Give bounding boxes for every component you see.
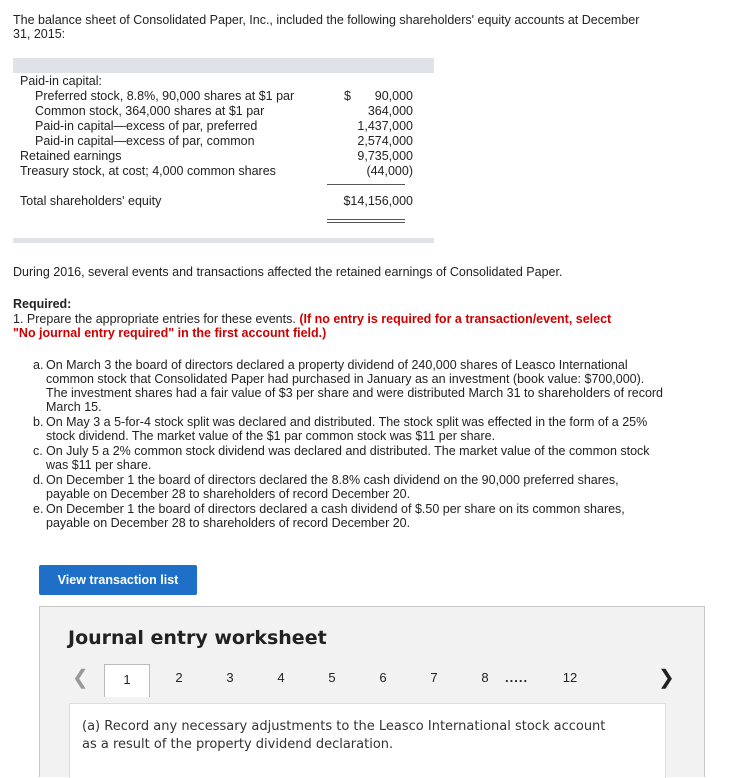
required-note: (If no entry is required for a transaction/event, select "No journal entry required" in the first account field.) xyxy=(13,312,612,340)
row-amount: 1,437,000 xyxy=(357,119,413,133)
item-key: b. xyxy=(33,415,44,429)
item-key: a. xyxy=(33,358,44,372)
row-label: Treasury stock, at cost; 4,000 common shares xyxy=(20,164,276,178)
list-item xyxy=(33,415,663,443)
paid-in-capital-heading: Paid-in capital: xyxy=(20,74,102,88)
row-label: Common stock, 364,000 shares at $1 par xyxy=(35,104,265,118)
page-tab-7[interactable]: 7 xyxy=(430,670,438,685)
item-text: On July 5 a 2% common stock dividend was declared and distributed. The market value of the common stock was $11 per share. xyxy=(46,444,650,472)
row-label: Retained earnings xyxy=(20,149,122,163)
row-amount: 90,000 xyxy=(374,89,413,103)
row-label: Paid-in capital—excess of par, common xyxy=(35,134,255,148)
subtotal-rule xyxy=(327,184,405,185)
dollar-sign: $ xyxy=(344,89,351,103)
balance-sheet-heading-row xyxy=(13,74,434,89)
double-rule-bottom xyxy=(327,222,405,223)
page-tab-8[interactable]: 8 xyxy=(481,670,489,685)
during-text: During 2016, several events and transactions affected the retained earnings of Consolidated Paper. xyxy=(13,265,563,279)
list-item xyxy=(33,473,663,501)
worksheet-panel xyxy=(69,703,666,778)
page-tab-4[interactable]: 4 xyxy=(277,670,285,685)
row-amount: 2,574,000 xyxy=(357,134,413,148)
balance-sheet-header-bar xyxy=(13,58,434,73)
page-tab-5[interactable]: 5 xyxy=(328,670,336,685)
row-amount: 9,735,000 xyxy=(357,149,413,163)
item-text: On December 1 the board of directors declared the 8.8% cash dividend on the 90,000 preferred shares, payable on December 28 to shareholders of record December 20. xyxy=(46,473,619,501)
balance-sheet-row xyxy=(13,119,434,134)
row-amount: (44,000) xyxy=(366,164,413,178)
row-label: Paid-in capital—excess of par, preferred xyxy=(35,119,258,133)
list-item xyxy=(33,358,663,414)
total-label: Total shareholders' equity xyxy=(20,194,162,208)
required-text: Prepare the appropriate entries for these events. xyxy=(26,312,296,326)
balance-sheet-row xyxy=(13,149,434,164)
total-amount: $14,156,000 xyxy=(343,194,413,208)
row-label: Preferred stock, 8.8%, 90,000 shares at $1 par xyxy=(35,89,295,103)
chevron-right-icon[interactable]: ❯ xyxy=(658,667,675,689)
item-text: On December 1 the board of directors declared a cash dividend of $.50 per share on its common shares, payable on December 28 to shareholders of record December 20. xyxy=(46,502,625,530)
item-key: e. xyxy=(33,502,44,516)
balance-sheet-footer-bar xyxy=(13,238,434,243)
double-rule-top xyxy=(327,219,405,220)
worksheet-instruction: (a) Record any necessary adjustments to the Leasco International stock account as a result of the property dividend declaration. xyxy=(82,719,606,752)
chevron-left-icon[interactable]: ❮ xyxy=(72,667,89,689)
balance-sheet-row xyxy=(13,104,434,119)
list-item xyxy=(33,502,663,530)
page-tab-2[interactable]: 2 xyxy=(175,670,183,685)
required-number: 1. xyxy=(13,312,24,326)
worksheet-pager xyxy=(66,664,676,696)
required-heading: Required: xyxy=(13,297,72,311)
intro-text: The balance sheet of Consolidated Paper, Inc., included the following shareholders' equity accounts at December 31, 2015: xyxy=(13,13,640,41)
item-key: d. xyxy=(33,473,44,487)
worksheet-title: Journal entry worksheet xyxy=(68,627,327,649)
page-tab-6[interactable]: 6 xyxy=(379,670,387,685)
required-item-1 xyxy=(13,312,633,340)
page-tab-12[interactable]: 12 xyxy=(562,670,578,685)
item-text: On March 3 the board of directors declared a property dividend of 240,000 shares of Leasco International common stock that Consolidated Paper had purchased in January as an investment (book value: $700,000). The investment shares had a fair value of $3 per share and were distributed March 31 to shareholders of record March 15. xyxy=(46,358,664,414)
transaction-list xyxy=(33,358,663,531)
item-text: On May 3 a 5-for-4 stock split was declared and distributed. The stock split was effected in the form of a 25% stock dividend. The market value of the $1 par common stock was $11 per share. xyxy=(46,415,648,443)
journal-entry-worksheet xyxy=(39,606,705,777)
total-row xyxy=(13,194,434,209)
list-item xyxy=(33,444,663,472)
balance-sheet-row xyxy=(13,89,434,104)
balance-sheet-row xyxy=(13,134,434,149)
item-key: c. xyxy=(33,444,43,458)
balance-sheet-row xyxy=(13,164,434,179)
row-amount: 364,000 xyxy=(367,104,413,118)
page-tab-3[interactable]: 3 xyxy=(226,670,234,685)
pager-ellipsis: ..... xyxy=(505,670,529,685)
view-transaction-list-button[interactable]: View transaction list xyxy=(39,565,197,595)
page-tab-1[interactable]: 1 xyxy=(104,664,150,697)
